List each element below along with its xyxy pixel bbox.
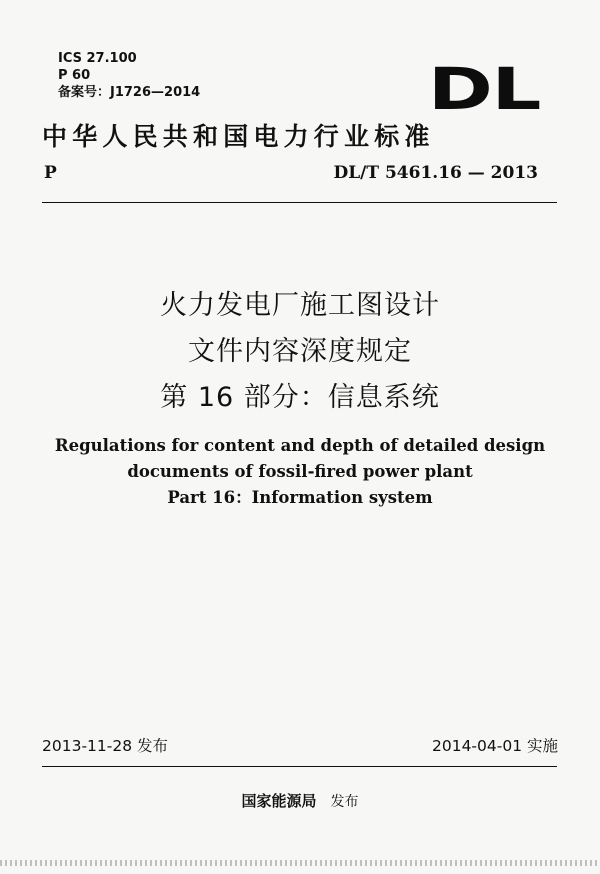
title-chinese-line-1: 火力发电厂施工图设计 [160, 290, 440, 321]
bottom-divider [42, 766, 557, 767]
standard-number: DL/T 5461.16 — 2013 [333, 163, 538, 183]
standard-category-title: 中华人民共和国电力行业标准 [42, 122, 435, 151]
dl-logo: DL [427, 55, 540, 123]
filing-number: 备案号：J1726—2014 [58, 85, 201, 100]
ics-code: ICS 27.100 [58, 51, 137, 66]
scan-edge-artifact [0, 860, 600, 866]
implementation-date: 2014-04-01 实施 [431, 737, 558, 755]
issue-date: 2013-11-28 发布 [42, 737, 169, 755]
title-english-line-3: Part 16：Information system [167, 488, 433, 507]
ccs-code: P 60 [58, 68, 91, 83]
top-divider [42, 202, 557, 203]
classification-block [58, 50, 200, 101]
classification-letter: P [44, 163, 57, 183]
issuer-name: 国家能源局 [241, 792, 317, 810]
title-chinese-line-2: 文件内容深度规定 [188, 336, 412, 367]
title-english-line-2: documents of fossil-fired power plant [127, 462, 473, 481]
issuing-authority [0, 790, 600, 811]
issued-label: 发布 [330, 794, 359, 810]
title-english-line-1: Regulations for content and depth of detailed design [54, 436, 546, 455]
title-chinese-line-3: 第 16 部分：信息系统 [160, 382, 440, 413]
